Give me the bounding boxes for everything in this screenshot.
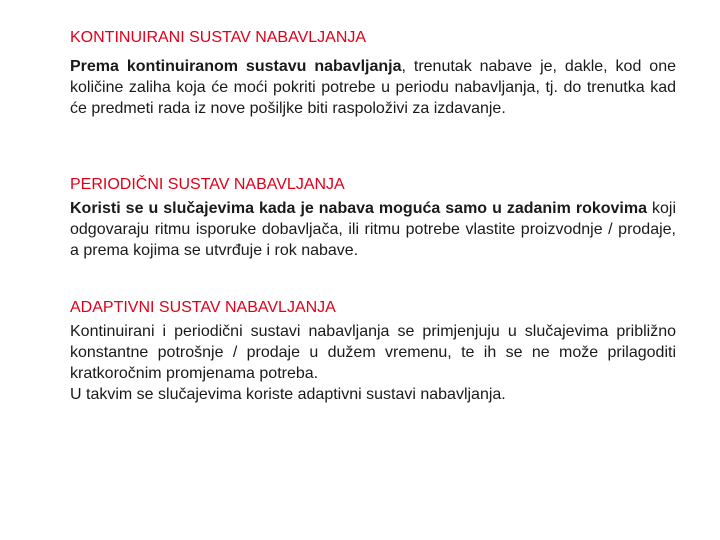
- bold-lead-periodicni: Koristi se u slučajevima kada je nabava moguća samo u zadanim rokovima: [70, 200, 647, 217]
- paragraph-periodicni: [70, 198, 676, 261]
- heading-kontinuirani: KONTINUIRANI SUSTAV NABAVLJANJA: [70, 29, 367, 46]
- bold-lead-kontinuirani: Prema kontinuiranom sustavu nabavljanja: [70, 58, 402, 75]
- text-kontinuirani: , trenutak nabave je, dakle, kod one količine zaliha koja će moći pokriti potrebe u periodu nabavljanja, tj. do trenutka kad će predmeti rada iz nove pošiljke biti raspoloživi za izdavanje.: [70, 58, 676, 117]
- paragraph-kontinuirani: [70, 56, 676, 119]
- text-periodicni: koji odgovaraju ritmu isporuke dobavljača, ili ritmu potrebe vlastite proizvodnje / prodaje, a prema kojima se utvrđuje i rok nabave.: [70, 200, 677, 259]
- text-adaptivni: Kontinuirani i periodični sustavi nabavljanja se primjenjuju u slučajevima približno konstantne potrošnje / prodaje u dužem vremenu, te ih se ne može prilagoditi kratkoročnim promjenama potreba.: [70, 323, 676, 382]
- section-adaptivni: [70, 298, 676, 405]
- slide: [70, 0, 676, 540]
- paragraph-adaptivni-2: [70, 384, 676, 405]
- section-periodicni: [70, 175, 676, 261]
- heading-periodicni: PERIODIČNI SUSTAV NABAVLJANJA: [70, 176, 345, 193]
- heading-adaptivni: ADAPTIVNI SUSTAV NABAVLJANJA: [70, 299, 336, 316]
- text-adaptivni-2: U takvim se slučajevima koriste adaptivni sustavi nabavljanja.: [70, 386, 506, 403]
- paragraph-adaptivni: [70, 321, 676, 384]
- section-kontinuirani: [70, 28, 676, 119]
